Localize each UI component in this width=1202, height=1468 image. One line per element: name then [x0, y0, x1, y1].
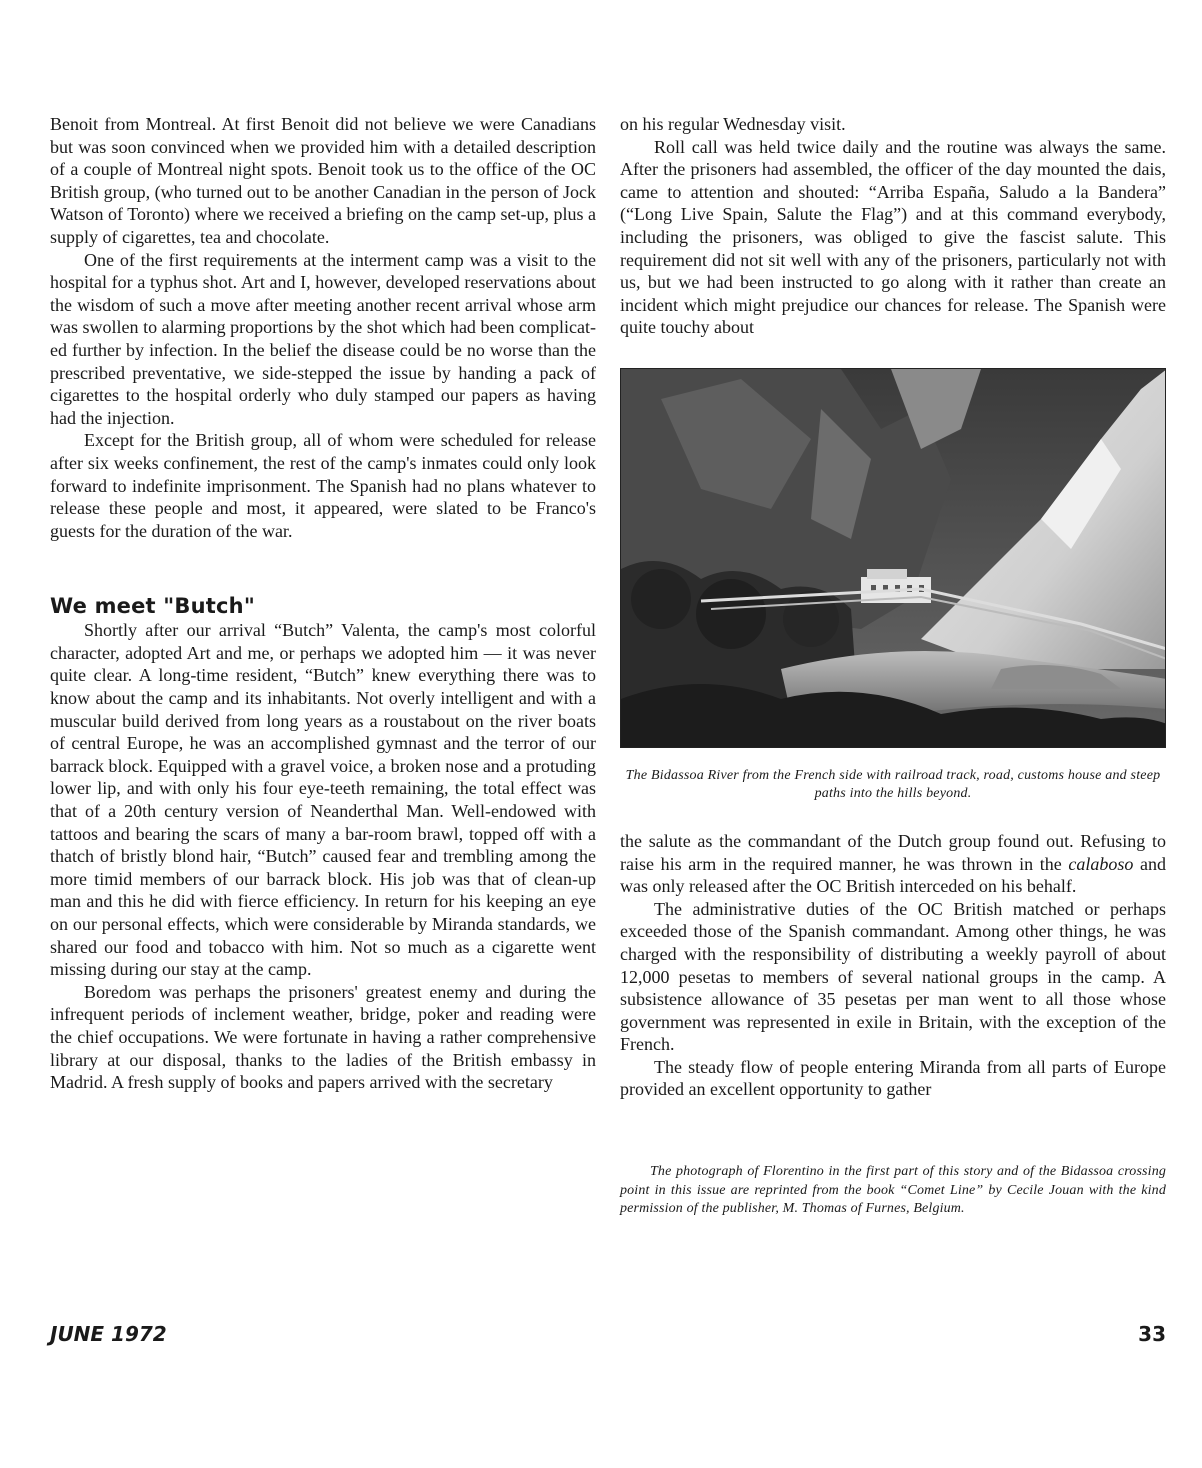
paragraph-text: the salute as the commandant of the Dutch group found out. Refusing to raise his arm in the required manner, he was thrown in the [620, 830, 1166, 874]
river-photo [620, 368, 1166, 748]
river-landscape-image [621, 369, 1166, 748]
right-column [620, 113, 1166, 1219]
paragraph: Benoit from Montreal. At first Benoit did not believe we were Canadians but was soon convinced when we provided him with a detailed description of a couple of Montreal night spots. Benoit took us to the office of the OC British group, (who turned out to be another Canadian in the person of Jock Watson of Toronto) where we received a briefing on the camp set-up, plus a supply of cigarettes, tea and chocolate. [50, 114, 596, 247]
paragraph: Roll call was held twice daily and the routine was always the same. After the prisoners had assembled, the officer of the day mounted the dais, came to attention and shouted: “Arriba España, Saludo a la Bandera” (“Long Live Spain, Salute the Flag”) and at this command everybody, including the prisoners, was obliged to give the fascist salute. This requirement did not sit well with any of the prisoners, particularly not with us, but we had been instructed to go along with it rather than create an incident which might prejudice our chances for release. The Spanish were quite touchy about [620, 136, 1166, 338]
paragraph [620, 830, 1166, 898]
paragraph: The administrative duties of the OC British matched or perhaps exceeded those of the Spanish commandant. Among other things, he was charged with the responsibility of distributing a weekly payroll of about 12,000 pesetas to members of several national groups in the camp. A subsistence allowance of 35 pesetas per man went to all those whose government was represented in exile in Britain, with the exception of the French. [620, 898, 1166, 1055]
paragraph-text: and was only released after the OC British interceded on his behalf. [620, 853, 1166, 897]
issue-date: JUNE 1972 [50, 1322, 167, 1346]
photo-credit-note: The photograph of Florentino in the first part of this story and of the Bidassoa crossing point in this issue are reprinted from the book “Comet Line” by Cecile Jouan with the kind permission of the publisher, M. Thomas of Furnes, Belgium. [620, 1164, 1166, 1217]
italic-term: calaboso [1068, 853, 1134, 874]
left-column [50, 113, 596, 1094]
paragraph: Boredom was perhaps the prisoners' greatest enemy and during the infrequent periods of inclement weather, bridge, poker and reading were the chief occupations. We were fortunate in having a rather comprehensive library at our disposal, thanks to the ladies of the British embassy in Madrid. A fresh supply of books and papers arrived with the secretary [50, 981, 596, 1093]
section-heading: We meet "Butch" [50, 594, 255, 619]
photo-caption: The Bidassoa River from the French side with railroad track, road, customs house and steep paths into the hills beyond. [625, 767, 1161, 801]
paragraph: Shortly after our arrival “Butch” Valenta, the camp's most colorful character, adopted Art and me, or perhaps we adopted him — it was never quite clear. A long-time resident, “Butch” knew everything there was to know about the camp and its inhabitants. Not overly intelligent and with a muscular build derived from long years as a roustabout on the river boats of central Europe, he was an accomplished gymnast and the terror of our barrack block. Equipped with a gravel voice, a broken nose and a protuding lower lip, and with only his four eye-teeth remaining, the total effect was that of a 20th century version of Neanderthal Man. Well-endowed with tattoos and bearing the scars of many a bar-room brawl, topped off with a thatch of bristly blond hair, “Butch” caused fear and trembling among the more timid members of our barrack block. His job was that of clean-up man and this he did with fierce efficiency. In return for his keeping an eye on our personal effects, which were considerable by Miranda standards, we shared our food and tobacco with him. Not so much as a cigarette went missing during our stay at the camp. [50, 620, 596, 980]
paragraph: on his regular Wednesday visit. [620, 114, 846, 134]
paragraph: Except for the British group, all of whom were scheduled for release after six weeks confinement, the rest of the camp's inmates could only look forward to indefinite imprisonment. The Spanish had no plans whatever to release these people and most, it appeared, were slated to be Franco's guests for the duration of the war. [50, 430, 596, 541]
paragraph: The steady flow of people entering Miranda from all parts of Europe provided an excellent opportunity to gather [620, 1056, 1166, 1100]
paragraph: One of the first requirements at the interment camp was a visit to the hospital for a typhus shot. Art and I, however, developed reservations about the wisdom of such a move after meeting another recent arrival whose arm was swollen to alarming proportions by the shot which had been complicated further by infection. In the belief the disease could be no worse than the prescribed preventative, we side-stepped the issue by handing a pack of cigarettes to the hospital orderly who duly stamped our papers as having had the injection. [50, 249, 596, 428]
page-number: 33 [1138, 1322, 1166, 1346]
